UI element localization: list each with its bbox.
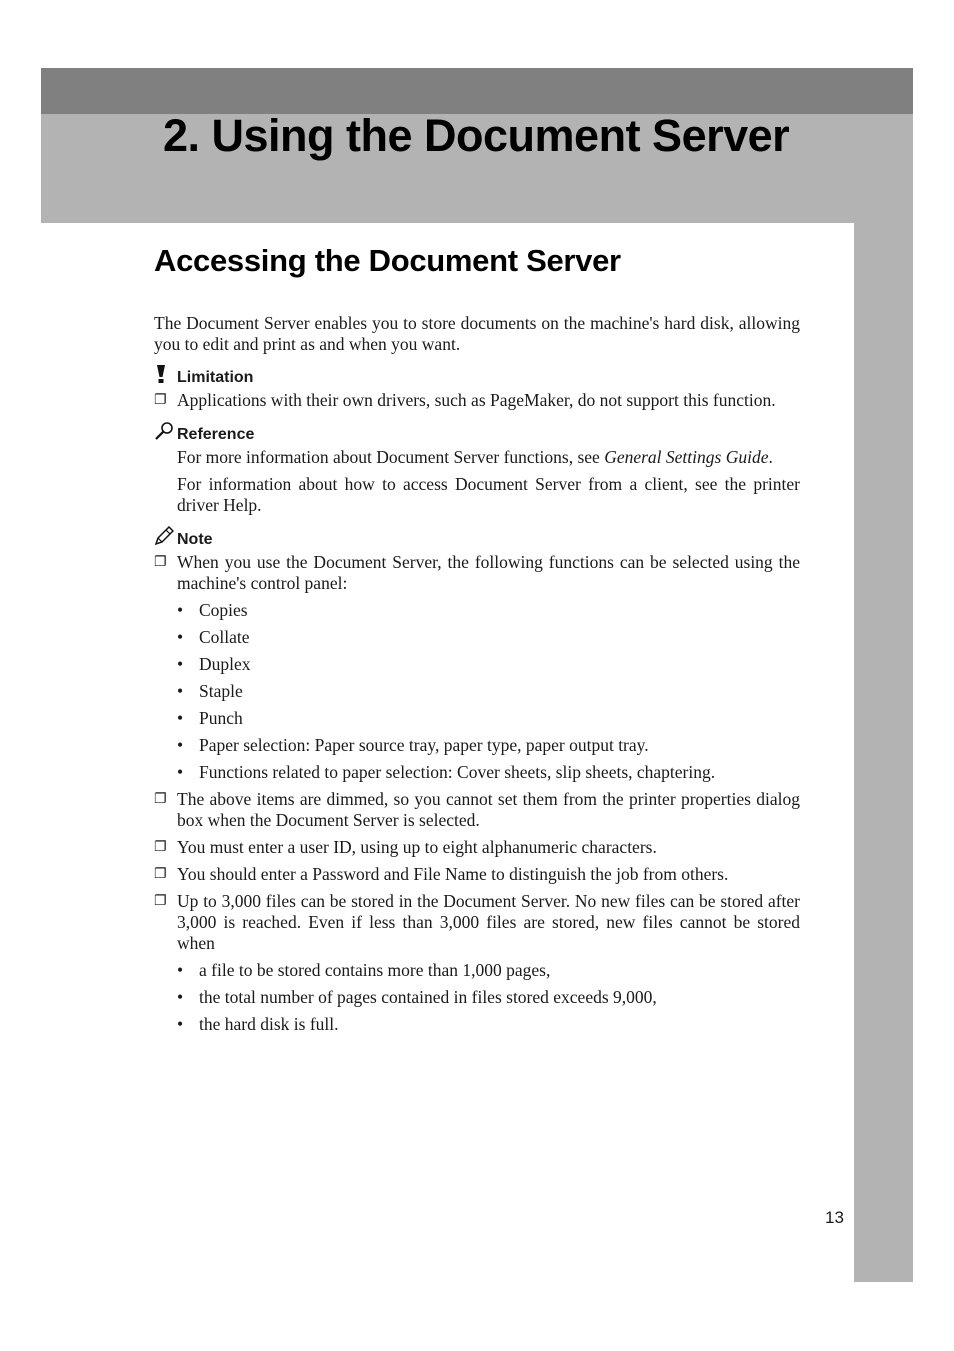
pencil-icon (154, 526, 177, 550)
chapter-band-dark (41, 68, 913, 114)
bullet-icon: • (177, 735, 184, 755)
note-item (154, 891, 800, 954)
note-item-text: You should enter a Password and File Name to distinguish the job from others. (177, 864, 729, 884)
list-item: • Duplex (177, 654, 251, 674)
bullet-icon: • (177, 1014, 184, 1034)
reference-heading (154, 424, 800, 445)
intro-paragraph: The Document Server enables you to store documents on the machine's hard disk, allowing you to edit and print as and when you want. (154, 313, 800, 354)
reference-guide-title: General Settings Guide (604, 447, 769, 467)
limitation-item (154, 390, 800, 411)
list-item: • the total number of pages contained in files stored exceeds 9,000, (177, 987, 657, 1007)
bullet-icon: • (177, 987, 184, 1007)
note-heading-label: Note (177, 531, 213, 548)
reference-text-end: . (768, 447, 773, 467)
reference-paragraph-1 (154, 447, 800, 468)
checkbox-icon: ❐ (154, 839, 167, 855)
note-item (154, 789, 800, 831)
list-item: • Collate (177, 627, 250, 647)
function-list (154, 600, 800, 783)
reference-heading-label: Reference (177, 426, 255, 443)
bullet-icon: • (177, 960, 184, 980)
bullet-icon: • (177, 762, 184, 782)
checkbox-icon: ❐ (154, 893, 167, 909)
limitation-heading (154, 367, 800, 388)
list-item: • a file to be stored contains more than 1,000 pages, (177, 960, 551, 980)
bullet-icon: • (177, 627, 184, 647)
page-content (154, 313, 800, 1035)
limitation-item-text: Applications with their own drivers, such as PageMaker, do not support this function. (177, 390, 776, 410)
note-item (154, 864, 800, 885)
note-item (154, 552, 800, 594)
bullet-icon: • (177, 654, 184, 674)
checkbox-icon: ❐ (154, 554, 167, 570)
checkbox-icon: ❐ (154, 392, 167, 408)
reference-paragraph-2: For information about how to access Document Server from a client, see the printer driver Help. (177, 474, 800, 515)
note-heading (154, 529, 800, 550)
checkbox-icon: ❐ (154, 866, 167, 882)
chapter-title: 2. Using the Document Server (163, 110, 790, 161)
list-item: • the hard disk is full. (177, 1014, 339, 1034)
bullet-icon: • (177, 708, 184, 728)
exclamation-icon (154, 364, 177, 388)
list-item: • Functions related to paper selection: Cover sheets, slip sheets, chaptering. (177, 762, 716, 782)
bullet-icon: • (177, 681, 184, 701)
checkbox-icon: ❐ (154, 791, 167, 807)
list-item: • Copies (177, 600, 248, 620)
note-item-text: The above items are dimmed, so you cannot set them from the printer properties dialog box when the Document Server is selected. (177, 789, 800, 830)
note-item-text: You must enter a user ID, using up to eight alphanumeric characters. (177, 837, 657, 857)
list-item: • Staple (177, 681, 243, 701)
side-thumb-band (854, 223, 913, 1282)
list-item: • Paper selection: Paper source tray, paper type, paper output tray. (177, 735, 649, 755)
note-item (154, 837, 800, 858)
magnifier-icon (154, 421, 177, 445)
page-number: 13 (825, 1208, 844, 1227)
storage-limit-list (154, 960, 800, 1035)
bullet-icon: • (177, 600, 184, 620)
note-item-text: Up to 3,000 files can be stored in the Document Server. No new files can be stored after 3,000 is reached. Even if less than 3,000 files are stored, new files cannot be stored when (177, 891, 800, 953)
section-title: Accessing the Document Server (154, 243, 621, 278)
reference-text: For more information about Document Server functions, see (177, 447, 605, 467)
list-item: • Punch (177, 708, 243, 728)
limitation-heading-label: Limitation (177, 369, 254, 386)
note-item-text: When you use the Document Server, the following functions can be selected using the machine's control panel: (177, 552, 800, 593)
